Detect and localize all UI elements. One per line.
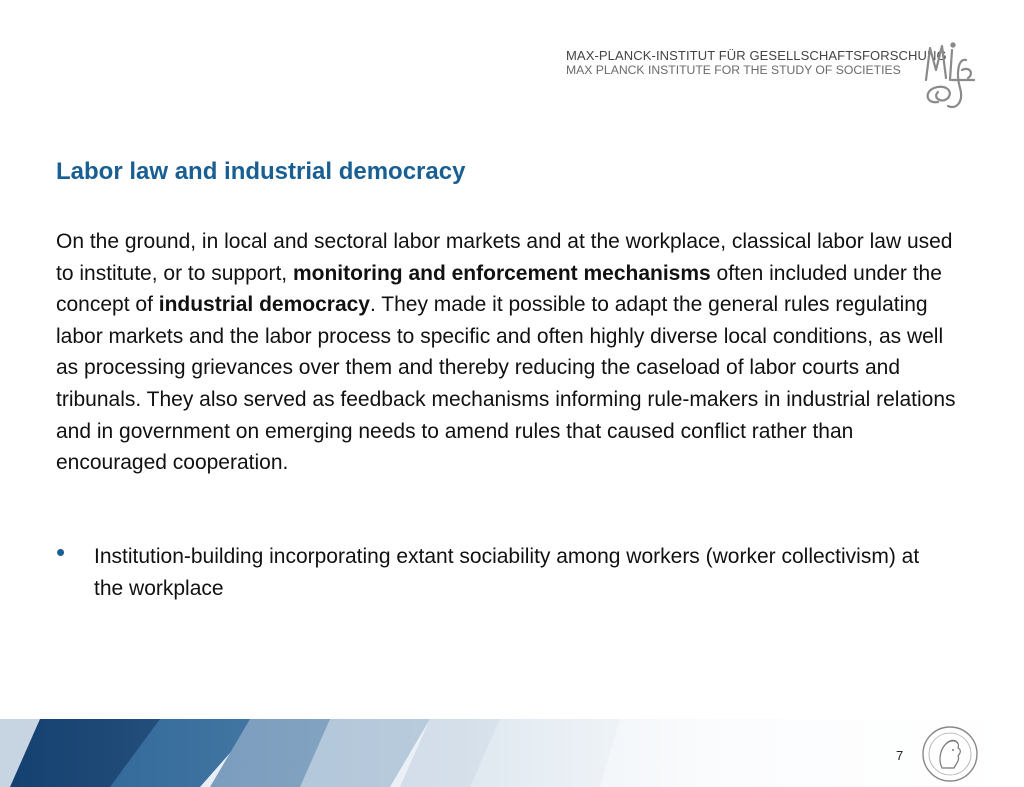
minerva-seal-icon <box>920 724 980 784</box>
mpifg-logo <box>918 40 980 112</box>
bullet-marker: • <box>56 537 66 567</box>
emphasis-industrial-democracy: industrial democracy <box>158 293 370 317</box>
body-paragraph <box>56 226 956 479</box>
emphasis-monitoring-enforcement: monitoring and enforcement mechanisms <box>292 261 711 285</box>
paragraph-text-part-1: On the ground, in local and sectoral labor markets and at the workplace, classical labor law used to institute, or to support, <box>56 230 953 285</box>
institute-name-english: MAX PLANCK INSTITUTE FOR THE STUDY OF SOCIETIES <box>566 63 901 77</box>
page-number: 7 <box>896 748 904 763</box>
paragraph-text-part-2: often included under the concept of <box>56 261 942 317</box>
institute-name-german: MAX-PLANCK-INSTITUT FÜR GESELLSCHAFTSFORSCHUNG <box>566 48 947 63</box>
slide-title: Labor law and industrial democracy <box>56 158 466 185</box>
paragraph-text-part-3: . They made it possible to adapt the general rules regulating labor markets and the labor process to specific and often highly diverse local conditions, as well as processing grievances over them and thereby reducing the caseload of labor courts and tribunals. They also served as feedback mechanisms informing rule-makers in industrial relations and in government on emerging needs to amend rules that caused conflict rather than encouraged cooperation. <box>56 293 956 475</box>
footer-decorative-band <box>0 719 1024 787</box>
bullet-text: Institution-building incorporating extant sociability among workers (worker collectivism) at the workplace <box>94 545 920 600</box>
institute-header <box>566 48 947 78</box>
